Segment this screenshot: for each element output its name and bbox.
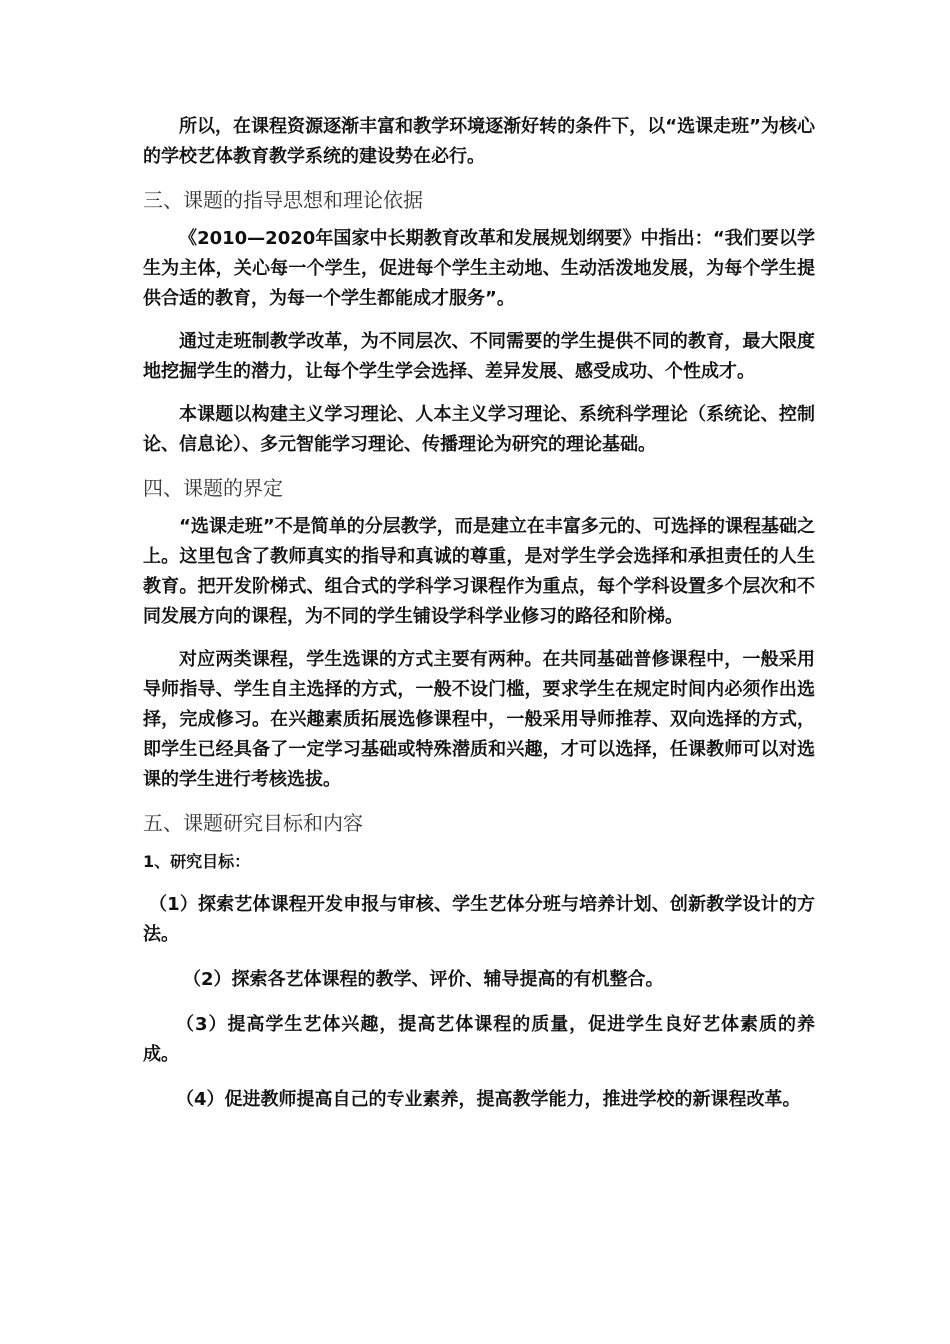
- goal-item-4: （4）促进教师提高自己的专业素养，提高教学能力，推进学校的新课程改革。: [176, 1089, 801, 1110]
- subheading-research-goals: 1、研究目标：: [143, 852, 251, 871]
- document-page: [143, 112, 815, 1130]
- section-heading-4: 四、课题的界定: [143, 476, 283, 500]
- goal-item-1: （1）探索艺体课程开发申报与审核、学生艺体分班与培养计划、创新教学设计的方法。: [143, 894, 815, 945]
- section-heading-3: 三、课题的指导思想和理论依据: [143, 188, 423, 212]
- paragraph-outline-quote: 《2010—2020年国家中长期教育改革和发展规划纲要》中指出：“我们要以学生为主体，关心每一个学生，促进每个学生主动地、生动活泼地发展，为每个学生提供合适的教育，为每一个学生都能成才服务”。: [143, 228, 815, 309]
- paragraph-definition: “选课走班”不是简单的分层教学，而是建立在丰富多元的、可选择的课程基础之上。这里包含了教师真实的指导和真诚的尊重，是对学生学会选择和承担责任的人生教育。把开发阶梯式、组合式的学科学习课程作为重点，每个学科设置多个层次和不同发展方向的课程，为不同的学生铺设学科学业修习的路径和阶梯。: [143, 516, 815, 627]
- paragraph-reform: 通过走班制教学改革，为不同层次、不同需要的学生提供不同的教育，最大限度地挖掘学生的潜力，让每个学生学会选择、差异发展、感受成功、个性成才。: [143, 331, 815, 382]
- section-heading-5: 五、课题研究目标和内容: [143, 811, 363, 835]
- paragraph-selection-methods: 对应两类课程，学生选课的方式主要有两种。在共同基础普修课程中，一般采用导师指导、学生自主选择的方式，一般不设门槛，要求学生在规定时间内必须作出选择，完成修习。在兴趣素质拓展选修课程中，一般采用导师推荐、双向选择的方式，即学生已经具备了一定学习基础或特殊潜质和兴趣，才可以选择，任课教师可以对选课的学生进行考核选拔。: [143, 649, 815, 790]
- paragraph-conclusion: 所以，在课程资源逐渐丰富和教学环境逐渐好转的条件下，以“选课走班”为核心的学校艺体教育教学系统的建设势在必行。: [143, 116, 815, 167]
- goal-item-3: （3）提高学生艺体兴趣，提高艺体课程的质量，促进学生良好艺体素质的养成。: [143, 1014, 815, 1065]
- goal-item-2: （2）探索各艺体课程的教学、评价、辅导提高的有机整合。: [183, 969, 664, 990]
- paragraph-theory-basis: 本课题以构建主义学习理论、人本主义学习理论、系统科学理论（系统论、控制论、信息论）、多元智能学习理论、传播理论为研究的理论基础。: [143, 404, 815, 455]
